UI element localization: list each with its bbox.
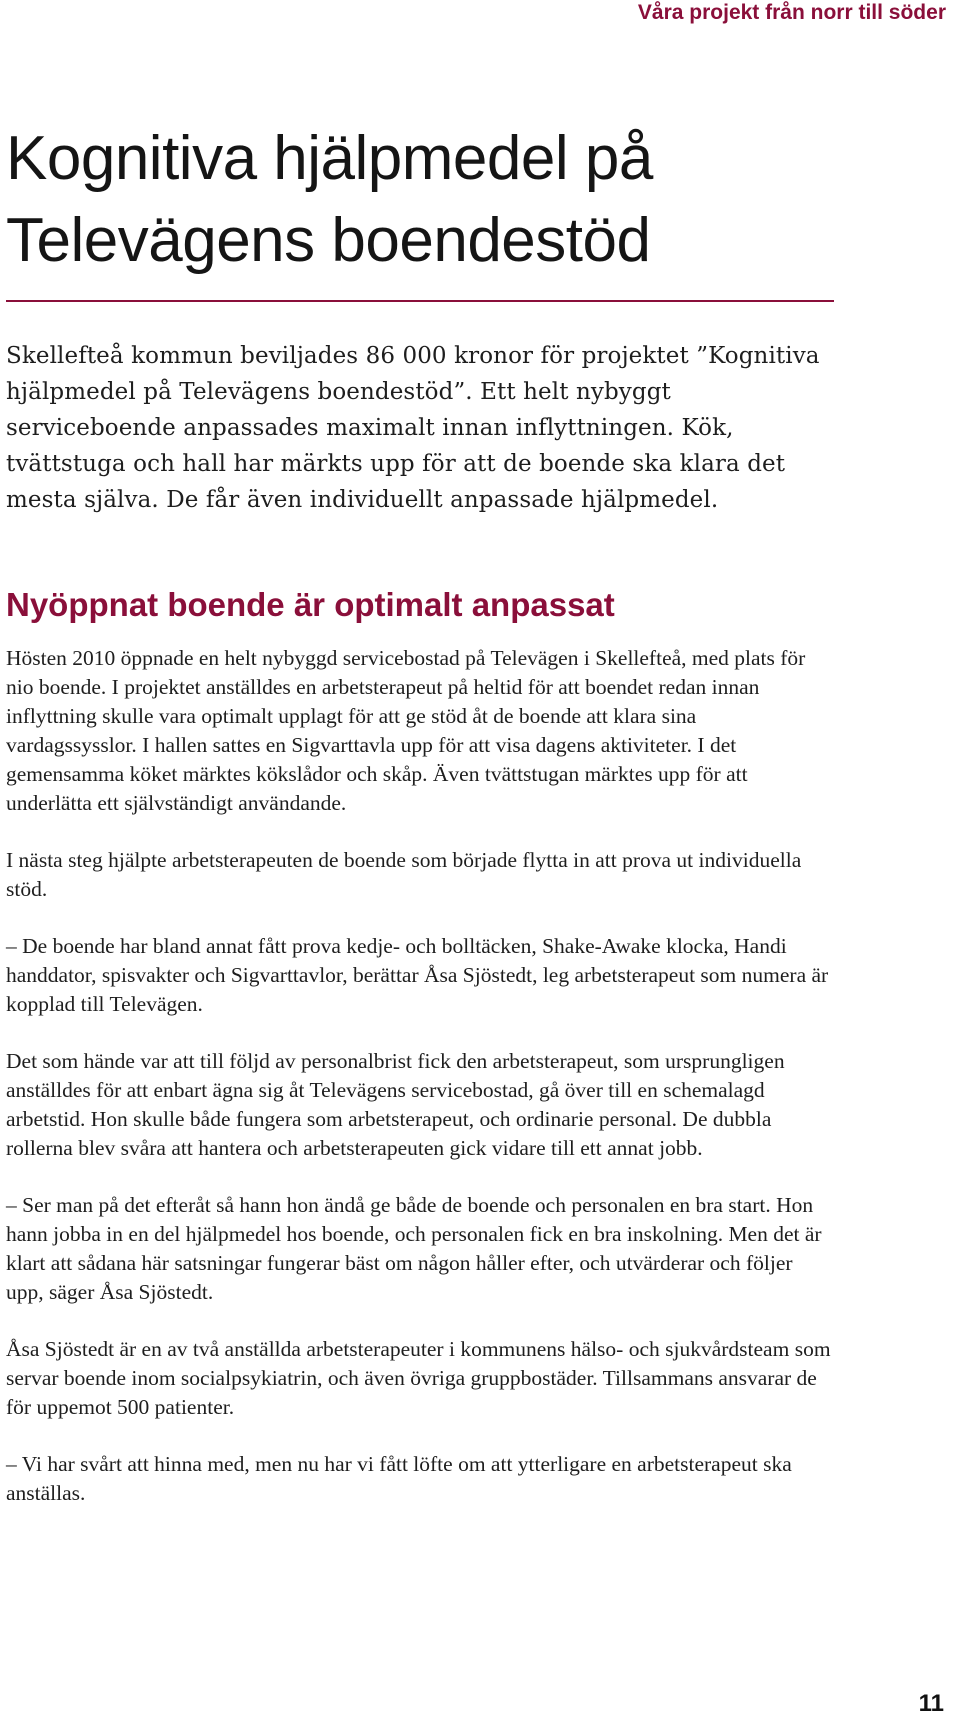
- quote-paragraph: – Vi har svårt att hinna med, men nu har vi fått löfte om att ytterligare en arbetsterapeut ska anställas.: [6, 1452, 792, 1505]
- article-body: [6, 644, 832, 1536]
- body-paragraph: Åsa Sjöstedt är en av två anställda arbetsterapeuter i kommunens hälso- och sjukvårdsteam som servar boende inom socialpsykiatrin, och även övriga gruppbostäder. Tillsammans ansvarar de för uppemot 500 patienter.: [6, 1337, 831, 1419]
- page-number: 11: [918, 1690, 944, 1717]
- quote-paragraph: – De boende har bland annat fått prova kedje- och bolltäcken, Shake-Awake klocka, Handi handdator, spisvakter och Sigvarttavlor, berättar Åsa Sjöstedt, leg arbetsterapeut som numera är kopplad till Televägen.: [6, 934, 829, 1016]
- body-paragraph: Hösten 2010 öppnade en helt nybyggd servicebostad på Televägen i Skellefteå, med plats för nio boende. I projektet anställdes en arbetsterapeut på heltid för att boendet redan innan inflyttning skulle vara optimalt upplagt för att ge stöd åt de boende att klara sina vardagssysslor. I hallen sattes en Sigvarttavla upp för att visa dagens aktiviteter. I det gemensamma köket märktes kökslådor och skåp. Även tvättstugan märktes upp för att underlätta ett självständigt användande.: [6, 646, 806, 815]
- running-head: Våra projekt från norr till söder: [637, 1, 946, 24]
- body-paragraph: I nästa steg hjälpte arbetsterapeuten de boende som började flytta in att prova ut individuella stöd.: [6, 848, 802, 901]
- page-title: Kognitiva hjälpmedel på Televägens boendestöd: [6, 124, 653, 275]
- quote-paragraph: – Ser man på det efteråt så hann hon ändå ge både de boende och personalen en bra start. Hon hann jobba in en del hjälpmedel hos boende, och personalen fick en bra inskolning. Men det är klart att sådana här satsningar fungerar bäst om någon håller efter, och utvärderar och följer upp, säger Åsa Sjöstedt.: [6, 1193, 822, 1304]
- title-divider: [6, 300, 834, 302]
- body-paragraph: Det som hände var att till följd av personalbrist fick den arbetsterapeut, som ursprungligen anställdes för att enbart ägna sig åt Televägens servicebostad, gå över till en schemalagd arbetstid. Hon skulle både fungera som arbetsterapeut, och ordinarie personal. De dubbla rollerna blev svåra att hantera och arbetsterapeuten gick vidare till ett annat jobb.: [6, 1049, 785, 1160]
- lead-paragraph: Skellefteå kommun beviljades 86 000 kronor för projektet ”Kognitiva hjälpmedel på Televägens boendestöd”. Ett helt nybyggt serviceboende anpassades maximalt innan inflyttningen. Kök, tvättstuga och hall har märkts upp för att de boende ska klara det mesta själva. De får även individuellt anpassade hjälpmedel.: [6, 343, 820, 513]
- section-heading: Nyöppnat boende är optimalt anpassat: [6, 586, 615, 623]
